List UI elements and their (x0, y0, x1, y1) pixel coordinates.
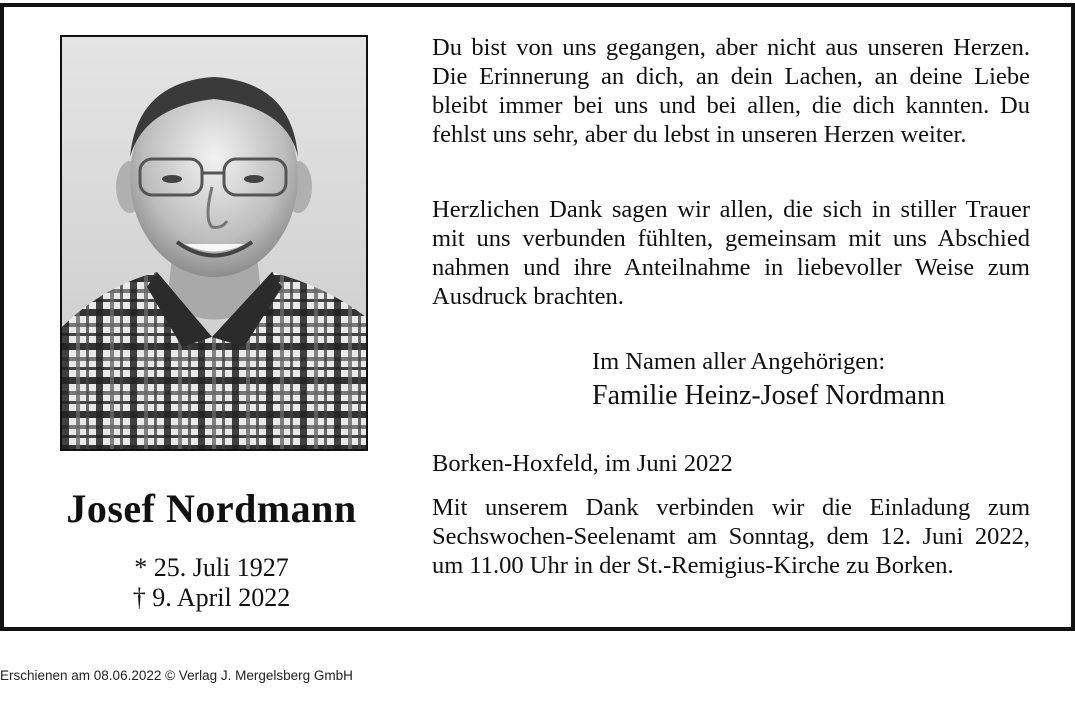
thanks-paragraph: Herzlichen Dank sagen wir allen, die sich in stiller Trauer mit uns verbunden fühlten, gemeinsam mit uns Abschied nahmen und ihre Anteilnahme in liebevoller Weise zum Ausdruck brachten. (432, 196, 1030, 310)
remembrance-paragraph: Du bist von uns gegangen, aber nicht aus unseren Herzen. Die Erinnerung an dich, an dein Lachen, an deine Liebe bleibt immer bei uns und bei allen, die dich kannten. Du fehlst uns sehr, aber du lebst in unseren Herzen weiter. (432, 34, 1030, 148)
life-dates (4, 553, 419, 613)
signature-intro: Im Namen aller Angehörigen: (592, 348, 886, 375)
portrait-illustration (62, 37, 366, 449)
publication-footer: Erschienen am 08.06.2022 © Verlag J. Mergelsberg GmbH (0, 668, 353, 683)
signature-block (592, 347, 1032, 413)
birth-date: * 25. Juli 1927 (134, 553, 289, 582)
death-date: † 9. April 2022 (132, 583, 291, 612)
portrait-photo (60, 35, 368, 451)
deceased-name: Josef Nordmann (66, 486, 357, 531)
invitation-paragraph: Mit unserem Dank verbinden wir die Einladung zum Sechswochen-Seelenamt am Sonntag, dem 12. Juni 2022, um 11.00 Uhr in der St.-Remigius-Kirche zu Borken. (432, 494, 1030, 579)
place-date: Borken-Hoxfeld, im Juni 2022 (432, 450, 733, 477)
family-name: Familie Heinz-Josef Nordmann (592, 380, 946, 411)
obituary-notice (0, 3, 1075, 631)
